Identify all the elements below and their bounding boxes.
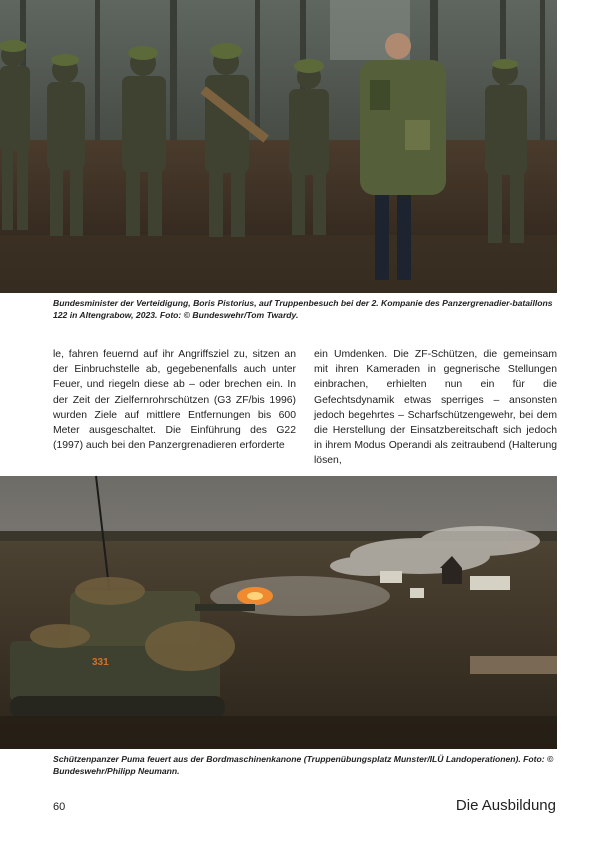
- vehicle-number-marking: 331: [92, 657, 109, 668]
- photo-minister-visit: [0, 0, 557, 293]
- text-column-right: ein Umdenken. Die ZF-Schützen, die gemeinsam mit ihren Kameraden in gegnerische Stellungen einbrachen, erhielten nun ein für die Gefechtsdynamik etwas sperriges – ansonsten jedoch begehrtes – Scharfschützengewehr, bei dem die Herstellung der Einsatzbereitschaft sich jedoch in ihrem Modus Operandi als zeitraubend (Halterung lösen,: [314, 349, 557, 467]
- photo-puma-firing: [0, 476, 557, 749]
- section-title: Die Ausbildung: [455, 797, 556, 814]
- figure2-caption: Schützenpanzer Puma feuert aus der Bordmaschinenkanone (Truppenübungsplatz Munster/ILÜ Landoperationen). Foto: © Bundeswehr/Philipp Neumann.: [53, 754, 554, 776]
- text-column-left: le, fahren feuernd auf ihr Angriffsziel zu, sitzen an der Einbruchstelle ab, gegebenenfalls auch unter Feuer, und riegeln diese ab – oder brechen ein. In der Zeit der Zielfernrohrschützen (G3 ZF/bis 1996) wurden Ziele auf mittlere Entfernungen bis 600 Meter ausgeschaltet. Die Einführung des G22 (1997) auch bei den Panzergrenadieren erforderte: [53, 349, 296, 452]
- figure1-caption: Bundesminister der Verteidigung, Boris Pistorius, auf Truppenbesuch bei der 2. Kompanie des Panzergrenadier-bataillons 122 in Altengrabow, 2023. Foto: © Bundeswehr/Tom Twardy.: [53, 298, 553, 320]
- page-number: 60: [53, 801, 66, 813]
- body-text: [53, 347, 557, 467]
